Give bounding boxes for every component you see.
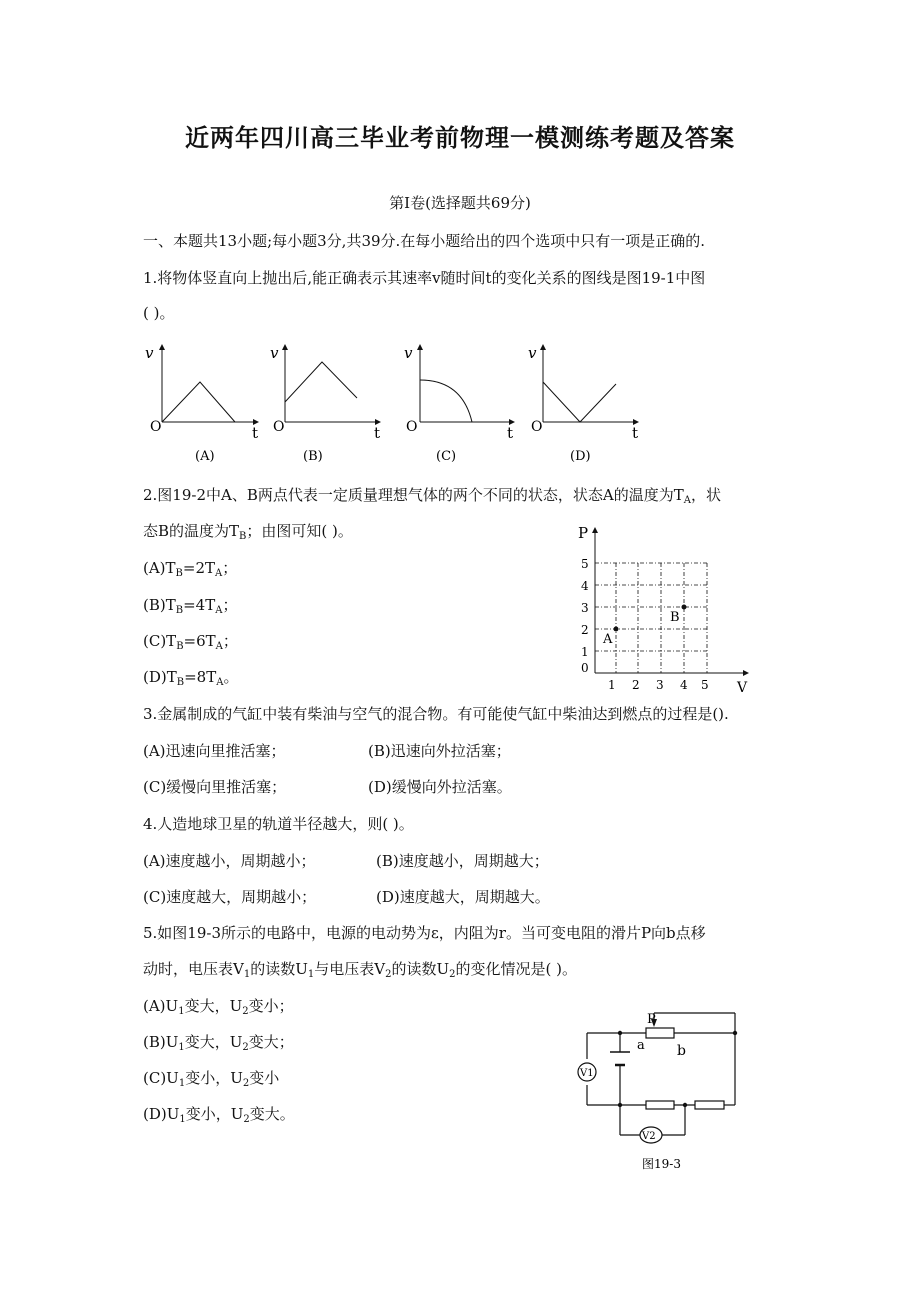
q5-option-c[interactable]: $(C)U_1$变小，$U_2$变小 xyxy=(143,1069,280,1089)
q2-grid xyxy=(595,563,707,673)
q2-axis-p: P xyxy=(578,524,589,542)
q1-graph-c xyxy=(404,344,514,464)
q2-ytick-2: 2 xyxy=(581,623,589,637)
label-b: b xyxy=(677,1043,686,1059)
q1-graph-b xyxy=(270,344,380,464)
q5-stem-line1: 5.如图19-3所示的电路中，电源的电动势为ε，内阻为r。当可变电阻的滑片P向b点移 xyxy=(143,924,706,942)
section-intro: 一、本题共13小题;每小题3分,共39分.在每小题给出的四个选项中只有一项是正确的. xyxy=(143,232,706,250)
q2-xtick-2: 2 xyxy=(632,678,640,692)
q1-c-origin: O xyxy=(406,419,418,435)
q1-stem-line1: 1.将物体竖直向上抛出后,能正确表示其速率v随时间t的变化关系的图线是图19-1中图 xyxy=(143,269,706,287)
q3-option-b[interactable]: (B)迅速向外拉活塞； xyxy=(368,742,511,760)
q1-graph-a xyxy=(145,344,258,464)
label-p: P xyxy=(647,1012,656,1027)
q3-option-d[interactable]: (D)缓慢向外拉活塞。 xyxy=(368,778,512,796)
v1-label: V1 xyxy=(580,1068,594,1079)
q1-graph-d xyxy=(528,344,638,464)
q2-xtick-4: 4 xyxy=(680,678,688,692)
q5-option-b[interactable]: $(B)U_1$变大，$U_2$变大； xyxy=(143,1033,294,1053)
q2-option-c[interactable]: $(C)T_B=6T_A$； xyxy=(143,632,238,652)
q4-option-c[interactable]: (C)速度越大，周期越小； xyxy=(143,888,317,906)
circuit-caption: 图19-3 xyxy=(642,1157,681,1171)
q1-label-d: (D) xyxy=(570,449,591,464)
q1-b-axis-t: t xyxy=(374,424,381,442)
q2-ytick-1: 1 xyxy=(581,645,589,659)
q2-xtick-1: 1 xyxy=(608,678,616,692)
q2-xtick-5: 5 xyxy=(701,678,709,692)
q2-ytick-5: 5 xyxy=(581,557,589,571)
q2-point-b-label: B xyxy=(670,610,680,625)
q1-c-axis-t: t xyxy=(507,424,514,442)
q2-option-d[interactable]: $(D)T_B=8T_A$。 xyxy=(143,668,239,688)
q4-stem: 4.人造地球卫星的轨道半径越大，则( )。 xyxy=(143,815,414,833)
q2-point-a xyxy=(614,627,619,632)
v2-label: V2 xyxy=(642,1131,656,1142)
q5-option-d[interactable]: $(D)U_1$变小，$U_2$变大。 xyxy=(143,1105,295,1125)
q1-d-axis-v: v xyxy=(528,344,537,362)
rheostat xyxy=(646,1028,674,1038)
q2-pv-graph xyxy=(570,520,760,700)
q1-d-axis-t: t xyxy=(632,424,639,442)
label-a: a xyxy=(637,1038,645,1053)
q2-stem-line1: 2.图19-2中A、B两点代表一定质量理想气体的两个不同的状态，状态A的温度为$T_A$，状 xyxy=(143,486,721,506)
q2-option-a[interactable]: $(A)T_B=2T_A$； xyxy=(143,559,238,579)
resistor-2 xyxy=(695,1101,724,1109)
q1-b-origin: O xyxy=(273,419,285,435)
q3-option-a[interactable]: (A)迅速向里推活塞； xyxy=(143,742,286,760)
q2-option-b[interactable]: $(B)T_B=4T_A$； xyxy=(143,596,238,616)
q5-stem-line2: 动时，电压表$V_1$的读数$U_1$与电压表$V_2$的读数$U_2$的变化情况是( )。 xyxy=(143,960,577,980)
q1-a-axis-v: v xyxy=(145,344,154,362)
q2-stem-line2: 态B的温度为$T_B$；由图可知( )。 xyxy=(143,522,353,542)
q3-stem: 3.金属制成的气缸中装有柴油与空气的混合物。有可能使气缸中柴油达到燃点的过程是(). xyxy=(143,705,729,723)
q1-a-origin: O xyxy=(150,419,162,435)
q5-circuit xyxy=(570,1005,750,1180)
q5-option-a[interactable]: $(A)U_1$变大，$U_2$变小； xyxy=(143,997,294,1017)
q1-label-c: (C) xyxy=(436,449,457,464)
resistor-1 xyxy=(646,1101,674,1109)
q2-ytick-4: 4 xyxy=(581,579,589,593)
q2-axis-v: V xyxy=(737,680,748,696)
q4-option-b[interactable]: (B)速度越小，周期越大； xyxy=(376,852,549,870)
q2-point-b xyxy=(682,605,687,610)
q4-option-d[interactable]: (D)速度越大，周期越大。 xyxy=(376,888,550,906)
q1-d-origin: O xyxy=(531,419,543,435)
q1-label-a: (A) xyxy=(195,449,215,464)
q3-option-c[interactable]: (C)缓慢向里推活塞； xyxy=(143,778,287,796)
q2-ytick-3: 3 xyxy=(581,601,589,615)
q2-xtick-3: 3 xyxy=(656,678,664,692)
q2-point-a-label: A xyxy=(603,632,613,647)
page-title: 近两年四川高三毕业考前物理一模测练考题及答案 xyxy=(185,123,735,152)
q1-b-axis-v: v xyxy=(270,344,279,362)
q1-figure xyxy=(140,340,660,470)
q4-option-a[interactable]: (A)速度越小，周期越小； xyxy=(143,852,316,870)
part-heading: 第Ⅰ卷(选择题共69分) xyxy=(389,194,531,212)
q1-stem-line2: ( )。 xyxy=(143,304,175,322)
q1-c-axis-v: v xyxy=(404,344,413,362)
q2-ytick-0: 0 xyxy=(581,661,589,675)
q1-label-b: (B) xyxy=(303,449,323,464)
q1-a-axis-t: t xyxy=(252,424,259,442)
